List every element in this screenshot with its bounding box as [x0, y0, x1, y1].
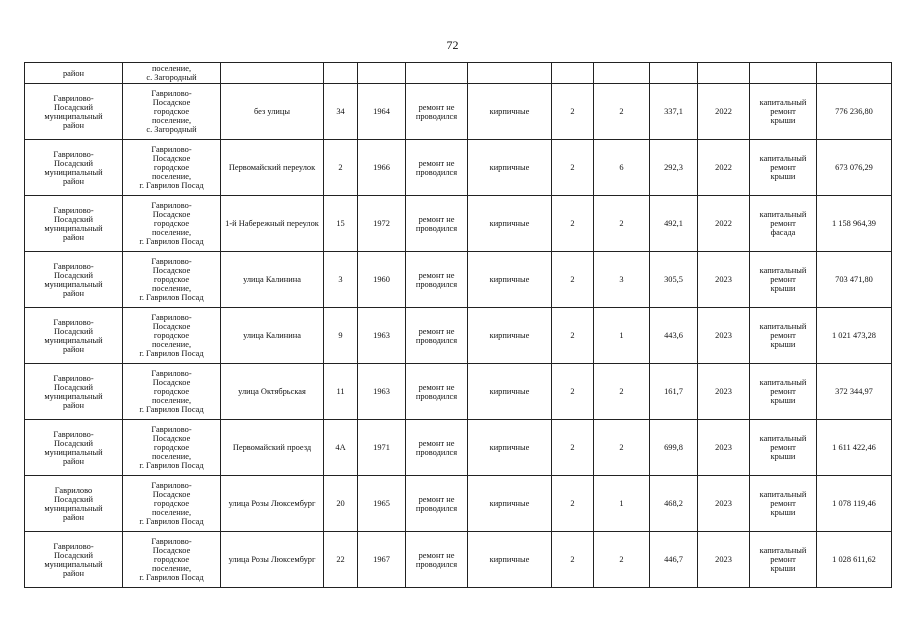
cell-entrances: 6: [594, 140, 650, 196]
cell-empty: [650, 63, 698, 84]
work-type-line: крыши: [770, 284, 796, 293]
settlement-line: Посадское: [152, 266, 191, 275]
cell-build-year: 1963: [358, 364, 406, 420]
settlement-line: поселение,: [151, 340, 192, 349]
district-line: Гаврилово-: [53, 149, 94, 159]
cell-settlement: [123, 308, 221, 364]
work-type-line: ремонт: [770, 275, 796, 284]
cell-district: [25, 140, 123, 196]
cell-empty: [750, 63, 817, 84]
settlement-line: с. Загородный: [146, 125, 197, 134]
cell-settlement: [123, 532, 221, 588]
cell-entrances: 1: [594, 308, 650, 364]
cell-plan-year: 2023: [698, 476, 750, 532]
cell-last-repair: ремонт не проводился: [406, 364, 468, 420]
cell-empty: [552, 63, 594, 84]
cell-house-number: 11: [324, 364, 358, 420]
cell-floors: 2: [552, 364, 594, 420]
cell-build-year: 1971: [358, 420, 406, 476]
cell-area: 492,1: [650, 196, 698, 252]
district-line: Посадский: [54, 494, 93, 504]
district-line: муниципальный: [44, 447, 103, 457]
work-type-line: фасада: [770, 228, 796, 237]
cell-district: [25, 364, 123, 420]
work-type-line: крыши: [770, 116, 796, 125]
cell-work-type: [750, 364, 817, 420]
cell-entrances: 2: [594, 196, 650, 252]
settlement-line: Гаврилово-: [151, 257, 192, 266]
work-type-line: крыши: [770, 396, 796, 405]
cell-district: [25, 252, 123, 308]
district-line: Гаврилово-: [53, 373, 94, 383]
cell-entrances: 2: [594, 532, 650, 588]
district-line: Гаврилово: [54, 485, 93, 495]
settlement-line: г. Гаврилов Посад: [139, 405, 204, 414]
cell-street: улица Розы Люксембург: [221, 476, 324, 532]
cell-last-repair: ремонт не проводился: [406, 308, 468, 364]
cell-empty: [221, 63, 324, 84]
cell-settlement: [123, 252, 221, 308]
cell-area: 337,1: [650, 84, 698, 140]
district-line: Посадский: [54, 382, 93, 392]
cell-build-year: 1966: [358, 140, 406, 196]
work-type-line: крыши: [770, 340, 796, 349]
cell-house-number: 20: [324, 476, 358, 532]
cell-entrances: 3: [594, 252, 650, 308]
settlement-line: Гаврилово-: [151, 425, 192, 434]
cell-wall-material: кирпичные: [468, 84, 552, 140]
cell-area: 443,6: [650, 308, 698, 364]
cell-empty: [468, 63, 552, 84]
cell-area: 446,7: [650, 532, 698, 588]
district-line: район: [62, 568, 85, 578]
cell-wall-material: кирпичные: [468, 364, 552, 420]
district-line: район: [62, 120, 85, 130]
cell-entrances: 1: [594, 476, 650, 532]
work-type-line: капитальный: [759, 154, 807, 163]
cell-area: 161,7: [650, 364, 698, 420]
cell-house-number: 4А: [324, 420, 358, 476]
cell-last-repair: ремонт не проводился: [406, 84, 468, 140]
settlement-line: Гаврилово-: [151, 145, 192, 154]
cell-street: улица Калинина: [221, 252, 324, 308]
settlement-line: городское: [153, 219, 190, 228]
page-number: 72: [446, 38, 459, 52]
settlement-line: г. Гаврилов Посад: [139, 349, 204, 358]
district-line: муниципальный: [44, 391, 103, 401]
cell-wall-material: кирпичные: [468, 532, 552, 588]
district-line: район: [62, 176, 85, 186]
work-type-line: крыши: [770, 564, 796, 573]
settlement-line: Гаврилово-: [151, 201, 192, 210]
district-line: Посадский: [54, 102, 93, 112]
district-line: Гаврилово-: [53, 541, 94, 551]
cell-work-type: [750, 252, 817, 308]
settlement-line: городское: [153, 107, 190, 116]
district-line: муниципальный: [44, 559, 103, 569]
work-type-line: ремонт: [770, 387, 796, 396]
cell-district: [25, 420, 123, 476]
district-line: район: [62, 288, 85, 298]
cell-work-type: [750, 140, 817, 196]
table-row: [25, 364, 892, 420]
settlement-line: Гаврилово-: [151, 369, 192, 378]
cell-work-type: [750, 420, 817, 476]
table-row: [25, 420, 892, 476]
settlement-line: поселение,: [151, 396, 192, 405]
work-type-line: крыши: [770, 508, 796, 517]
cell-street: Первомайский проезд: [221, 420, 324, 476]
table-body: [25, 63, 892, 588]
cell-last-repair: ремонт не проводился: [406, 420, 468, 476]
settlement-line: городское: [153, 275, 190, 284]
cell-last-repair: ремонт не проводился: [406, 532, 468, 588]
district-line: Посадский: [54, 326, 93, 336]
cell-build-year: 1972: [358, 196, 406, 252]
cell-settlement: [123, 364, 221, 420]
cell-street: улица Калинина: [221, 308, 324, 364]
cell-work-type: [750, 196, 817, 252]
work-type-line: капитальный: [759, 434, 807, 443]
settlement-line: г. Гаврилов Посад: [139, 517, 204, 526]
settlement-line: поселение,: [151, 564, 192, 573]
cell-plan-year: 2022: [698, 84, 750, 140]
cell-floors: 2: [552, 84, 594, 140]
settlement-line: поселение,: [151, 228, 192, 237]
cell-settlement: [123, 140, 221, 196]
cell-last-repair: ремонт не проводился: [406, 140, 468, 196]
cell-house-number: 3: [324, 252, 358, 308]
table-row: [25, 140, 892, 196]
housing-repair-table: [24, 62, 892, 588]
work-type-line: капитальный: [759, 322, 807, 331]
cell-floors: 2: [552, 476, 594, 532]
work-type-line: капитальный: [759, 266, 807, 275]
district-line: муниципальный: [44, 503, 103, 513]
work-type-line: ремонт: [770, 219, 796, 228]
cell-area: 699,8: [650, 420, 698, 476]
cell-last-repair: ремонт не проводился: [406, 476, 468, 532]
table-row: [25, 84, 892, 140]
district-line: муниципальный: [44, 167, 103, 177]
work-type-line: ремонт: [770, 499, 796, 508]
cell-cost: 1 611 422,46: [817, 420, 892, 476]
settlement-line: поселение,: [151, 452, 192, 461]
district-line: Посадский: [54, 438, 93, 448]
cell-house-number: 9: [324, 308, 358, 364]
district-line: муниципальный: [44, 279, 103, 289]
cell-cost: 1 158 964,39: [817, 196, 892, 252]
table-row: [25, 252, 892, 308]
district-line: район: [62, 232, 85, 242]
cell-floors: 2: [552, 252, 594, 308]
settlement-line: Посадское: [152, 378, 191, 387]
cell-work-type: [750, 476, 817, 532]
work-type-line: капитальный: [759, 210, 807, 219]
cell-floors: 2: [552, 532, 594, 588]
district-line: муниципальный: [44, 223, 103, 233]
cell-plan-year: 2023: [698, 532, 750, 588]
settlement-line: г. Гаврилов Посад: [139, 293, 204, 302]
settlement-line: с. Загородный: [146, 73, 197, 82]
cell-empty: [324, 63, 358, 84]
settlement-line: городское: [153, 387, 190, 396]
cell-last-repair: ремонт не проводился: [406, 252, 468, 308]
cell-street: улица Розы Люксембург: [221, 532, 324, 588]
cell-district: [25, 532, 123, 588]
settlement-line: г. Гаврилов Посад: [139, 461, 204, 470]
table-row: [25, 308, 892, 364]
district-line: Посадский: [54, 214, 93, 224]
work-type-line: крыши: [770, 172, 796, 181]
work-type-line: ремонт: [770, 555, 796, 564]
cell-wall-material: кирпичные: [468, 140, 552, 196]
cell-street: 1-й Набережный переулок: [221, 196, 324, 252]
settlement-line: Гаврилово-: [151, 89, 192, 98]
district-line: район: [62, 456, 85, 466]
cell-cost: 1 078 119,46: [817, 476, 892, 532]
cell-work-type: [750, 532, 817, 588]
cell-floors: 2: [552, 420, 594, 476]
cell-build-year: 1965: [358, 476, 406, 532]
cell-plan-year: 2023: [698, 364, 750, 420]
cell-house-number: 34: [324, 84, 358, 140]
cell-empty: [358, 63, 406, 84]
cell-plan-year: 2023: [698, 420, 750, 476]
cell-entrances: 2: [594, 364, 650, 420]
cell-cost: 703 471,80: [817, 252, 892, 308]
cell-street: улица Октябрьская: [221, 364, 324, 420]
cell-last-repair: ремонт не проводился: [406, 196, 468, 252]
cell-empty: [406, 63, 468, 84]
cell-floors: 2: [552, 140, 594, 196]
settlement-line: Гаврилово-: [151, 481, 192, 490]
district-line: Гаврилово-: [53, 261, 94, 271]
cell-work-type: [750, 84, 817, 140]
district-line: район: [62, 512, 85, 522]
settlement-line: Посадское: [152, 546, 191, 555]
district-line: Гаврилово-: [53, 205, 94, 215]
cell-empty: [698, 63, 750, 84]
cell-entrances: 2: [594, 84, 650, 140]
settlement-line: Посадское: [152, 434, 191, 443]
settlement-line: Посадское: [152, 154, 191, 163]
cell-street: без улицы: [221, 84, 324, 140]
cell-build-year: 1960: [358, 252, 406, 308]
settlement-line: Посадское: [152, 98, 191, 107]
settlement-line: Посадское: [152, 490, 191, 499]
cell-build-year: 1964: [358, 84, 406, 140]
work-type-line: капитальный: [759, 98, 807, 107]
work-type-line: ремонт: [770, 107, 796, 116]
settlement-line: городское: [153, 443, 190, 452]
cell-settlement: [123, 476, 221, 532]
cell-plan-year: 2023: [698, 252, 750, 308]
cell-house-number: 2: [324, 140, 358, 196]
cell-area: 468,2: [650, 476, 698, 532]
cell-district: район: [25, 63, 123, 84]
cell-area: 292,3: [650, 140, 698, 196]
cell-empty: [817, 63, 892, 84]
cell-entrances: 2: [594, 420, 650, 476]
settlement-line: г. Гаврилов Посад: [139, 181, 204, 190]
cell-build-year: 1967: [358, 532, 406, 588]
cell-cost: 1 028 611,62: [817, 532, 892, 588]
cell-settlement: [123, 420, 221, 476]
settlement-line: городское: [153, 555, 190, 564]
cell-wall-material: кирпичные: [468, 308, 552, 364]
district-line: Гаврилово-: [53, 317, 94, 327]
district-line: муниципальный: [44, 111, 103, 121]
work-type-line: капитальный: [759, 378, 807, 387]
district-line: муниципальный: [44, 335, 103, 345]
settlement-line: Посадское: [152, 210, 191, 219]
settlement-line: поселение,: [151, 172, 192, 181]
district-line: Посадский: [54, 158, 93, 168]
cell-plan-year: 2022: [698, 140, 750, 196]
settlement-line: Гаврилово-: [151, 313, 192, 322]
work-type-line: капитальный: [759, 490, 807, 499]
cell-build-year: 1963: [358, 308, 406, 364]
work-type-line: ремонт: [770, 443, 796, 452]
cell-cost: 673 076,29: [817, 140, 892, 196]
settlement-line: г. Гаврилов Посад: [139, 573, 204, 582]
cell-work-type: [750, 308, 817, 364]
cell-floors: 2: [552, 196, 594, 252]
district-line: Гаврилово-: [53, 429, 94, 439]
settlement-line: поселение,: [151, 116, 192, 125]
cell-cost: 372 344,97: [817, 364, 892, 420]
cell-cost: 1 021 473,28: [817, 308, 892, 364]
cell-floors: 2: [552, 308, 594, 364]
cell-district: [25, 196, 123, 252]
cell-house-number: 22: [324, 532, 358, 588]
settlement-line: Гаврилово-: [151, 537, 192, 546]
cell-settlement: [123, 196, 221, 252]
district-line: Гаврилово-: [53, 93, 94, 103]
cell-house-number: 15: [324, 196, 358, 252]
district-line: район: [62, 400, 85, 410]
settlement-line: городское: [153, 499, 190, 508]
table-row: [25, 532, 892, 588]
settlement-line: поселение,: [151, 64, 192, 73]
cell-district: [25, 308, 123, 364]
cell-district: [25, 476, 123, 532]
cell-street: Первомайский переулок: [221, 140, 324, 196]
table-row: [25, 476, 892, 532]
district-line: район: [62, 344, 85, 354]
settlement-line: городское: [153, 163, 190, 172]
settlement-line: поселение,: [151, 508, 192, 517]
cell-cost: 776 236,80: [817, 84, 892, 140]
table-row: [25, 196, 892, 252]
settlement-line: городское: [153, 331, 190, 340]
work-type-line: крыши: [770, 452, 796, 461]
cell-wall-material: кирпичные: [468, 476, 552, 532]
district-line: Посадский: [54, 550, 93, 560]
cell-settlement: [123, 63, 221, 84]
cell-plan-year: 2023: [698, 308, 750, 364]
settlement-line: поселение,: [151, 284, 192, 293]
cell-empty: [594, 63, 650, 84]
work-type-line: капитальный: [759, 546, 807, 555]
cell-district: [25, 84, 123, 140]
cell-wall-material: кирпичные: [468, 196, 552, 252]
cell-area: 305,5: [650, 252, 698, 308]
cell-wall-material: кирпичные: [468, 420, 552, 476]
district-line: Посадский: [54, 270, 93, 280]
table-row-partial: [25, 63, 892, 84]
settlement-line: г. Гаврилов Посад: [139, 237, 204, 246]
settlement-line: Посадское: [152, 322, 191, 331]
cell-plan-year: 2022: [698, 196, 750, 252]
work-type-line: ремонт: [770, 163, 796, 172]
cell-wall-material: кирпичные: [468, 252, 552, 308]
cell-settlement: [123, 84, 221, 140]
work-type-line: ремонт: [770, 331, 796, 340]
